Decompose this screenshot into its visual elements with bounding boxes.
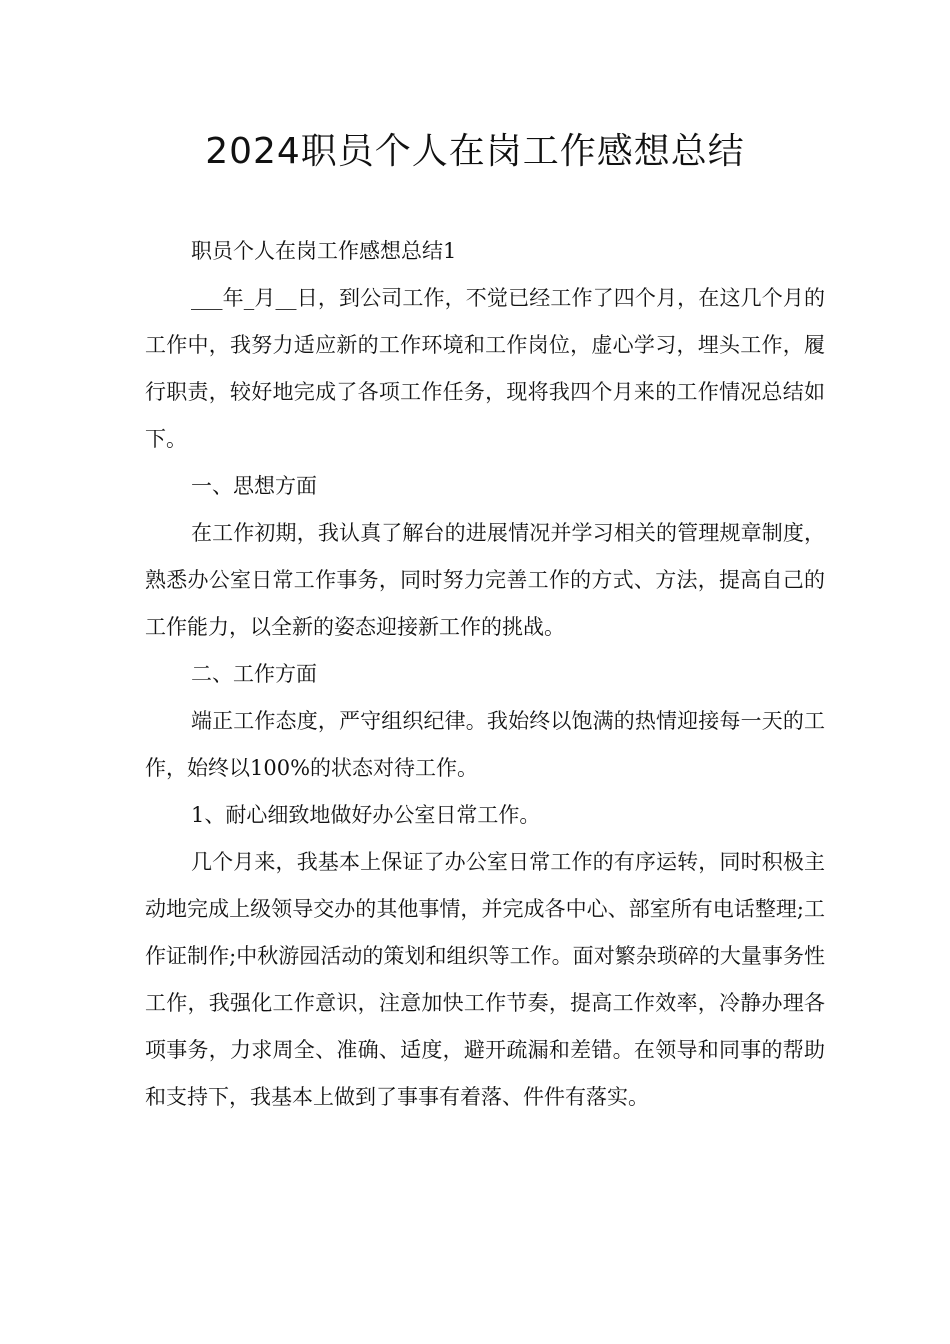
section-title: 职员个人在岗工作感想总结1 <box>191 239 457 263</box>
thought-paragraph: 在工作初期，我认真了解台的进展情况并学习相关的管理规章制度，熟悉办公室日常工作事务，同时努力完善工作的方式、方法，提高自己的工作能力，以全新的姿态迎接新工作的挑战。 <box>145 521 825 639</box>
document-body <box>145 228 825 1121</box>
office-work-paragraph: 几个月来，我基本上保证了办公室日常工作的有序运转，同时积极主动地完成上级领导交办的其他事情，并完成各中心、部室所有电话整理;工作证制作;中秋游园活动的策划和组织等工作。面对繁杂琐碎的大量事务性工作，我强化工作意识，注意加快工作节奏，提高工作效率，冷静办理各项事务，力求周全、准确、适度，避开疏漏和差错。在领导和同事的帮助和支持下，我基本上做到了事事有着落、件件有落实。 <box>145 850 825 1109</box>
document-title: 2024职员个人在岗工作感想总结 <box>205 131 745 172</box>
heading-office-work: 1、耐心细致地做好办公室日常工作。 <box>191 803 541 827</box>
heading-thought: 一、思想方面 <box>191 474 317 498</box>
work-paragraph: 端正工作态度，严守组织纪律。我始终以饱满的热情迎接每一天的工作，始终以100%的状态对待工作。 <box>145 709 825 780</box>
heading-work: 二、工作方面 <box>191 662 317 686</box>
intro-paragraph: ___年_月__日，到公司工作，不觉已经工作了四个月，在这几个月的工作中，我努力适应新的工作环境和工作岗位，虚心学习，埋头工作，履行职责，较好地完成了各项工作任务，现将我四个月来的工作情况总结如下。 <box>145 286 825 451</box>
